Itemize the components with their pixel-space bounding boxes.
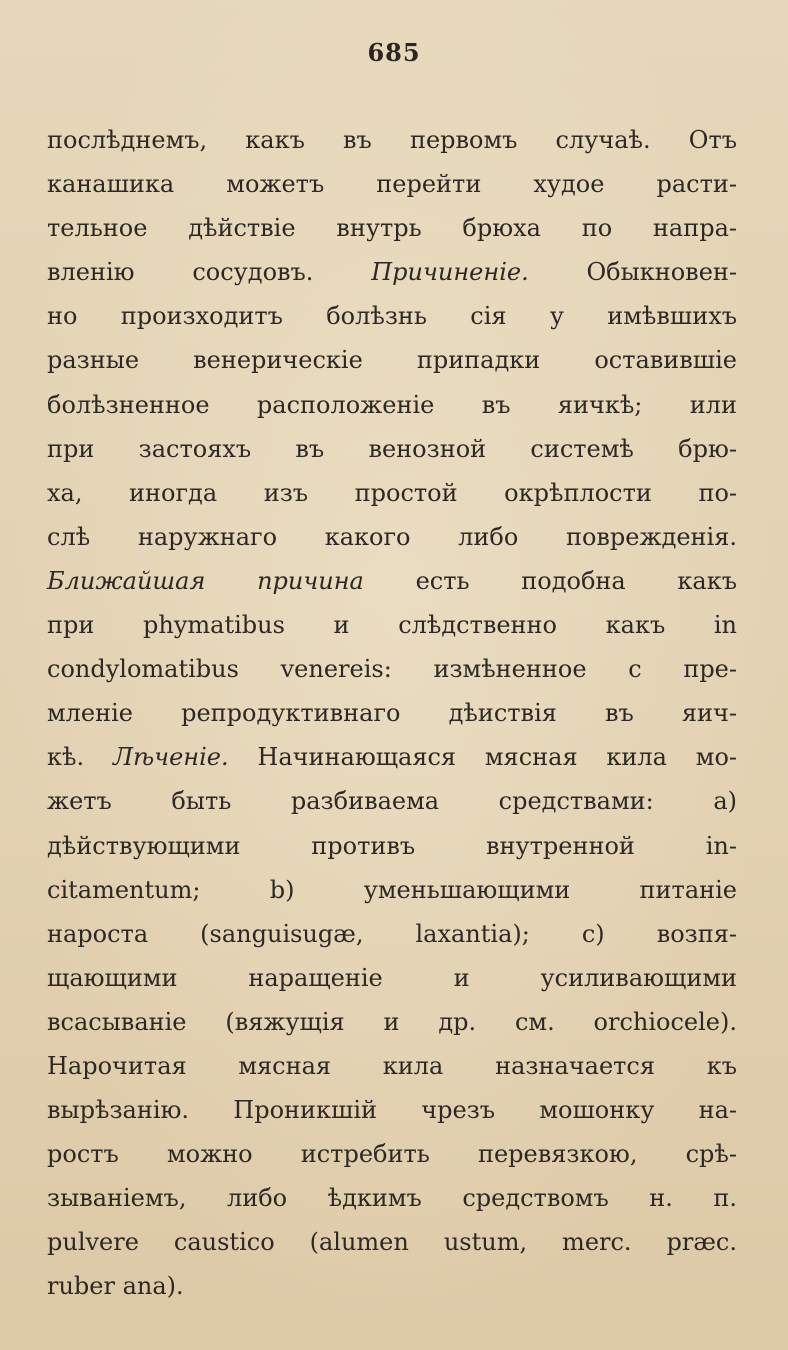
text-line <box>47 824 737 868</box>
text-run: ростъ можно истребить перевязкою, срѣ- <box>47 1140 737 1169</box>
text-line <box>47 1088 737 1132</box>
text-line <box>47 515 737 559</box>
italic-heading: Ближайшая причина <box>47 566 364 595</box>
text-line <box>47 868 737 912</box>
text-run: Нарочитая мясная кила назначается къ <box>47 1051 737 1080</box>
text-run: вырѣзанію. Проникшій чрезъ мошонку на- <box>47 1096 737 1125</box>
text-run: Начинающаяся мясная кила мо- <box>228 743 738 772</box>
text-line <box>47 779 737 823</box>
italic-heading: Причиненіе. <box>371 258 529 287</box>
text-run: condylomatibus venereis: измѣненное с пре- <box>47 655 737 684</box>
text-line <box>47 118 737 162</box>
text-line <box>47 471 737 515</box>
text-run: слѣ наружнаго какого либо поврежденія. <box>47 522 737 551</box>
text-run: ruber ana). <box>47 1272 184 1301</box>
text-run: Обыкновен- <box>528 258 738 287</box>
text-line <box>47 1000 737 1044</box>
text-run: нароста (sanguisugæ, laxantia); c) возпя- <box>47 919 737 948</box>
text-line <box>47 647 737 691</box>
text-run: pulvere caustico (alumen ustum, merc. præc. <box>47 1228 737 1257</box>
text-line <box>47 691 737 735</box>
text-run: ха, иногда изъ простой окрѣплости по- <box>47 478 737 507</box>
page-number: 685 <box>367 38 421 67</box>
body-text <box>47 118 737 1309</box>
text-line <box>47 559 737 603</box>
text-run: зываніемъ, либо ѣдкимъ средствомъ н. п. <box>47 1184 737 1213</box>
text-line <box>47 1044 737 1088</box>
text-run: всасываніе (вяжущія и др. см. orchiocele). <box>47 1007 737 1036</box>
text-line <box>47 1264 737 1308</box>
text-run: дѣйствующими противъ внутренной in- <box>47 831 737 860</box>
text-run: при застояхъ въ венозной системѣ брю- <box>47 434 737 463</box>
text-run: мленіе репродуктивнаго дѣиствія въ яич- <box>47 699 737 728</box>
text-run: но произходитъ болѣзнь сія у имѣвшихъ <box>47 302 737 331</box>
text-line <box>47 206 737 250</box>
text-line <box>47 735 737 779</box>
text-line <box>47 250 737 294</box>
text-line <box>47 383 737 427</box>
text-run: citamentum; b) уменьшающими питаніе <box>47 875 737 904</box>
text-run: кѣ. <box>47 743 113 772</box>
text-line <box>47 1220 737 1264</box>
text-line <box>47 603 737 647</box>
text-run: послѣднемъ, какъ въ первомъ случаѣ. Отъ <box>47 126 737 154</box>
text-line <box>47 162 737 206</box>
text-run: болѣзненное расположеніе въ яичкѣ; или <box>47 390 737 419</box>
text-run: жетъ быть разбиваема средствами: a) <box>47 787 737 816</box>
text-line <box>47 1176 737 1220</box>
text-run: при phymatibus и слѣдственно какъ in <box>47 611 737 640</box>
text-line <box>47 1132 737 1176</box>
text-line <box>47 294 737 338</box>
text-line <box>47 912 737 956</box>
text-run: канашика можетъ перейти худое расти- <box>47 170 737 199</box>
text-line <box>47 338 737 382</box>
text-run: щающими наращеніе и усиливающими <box>47 963 737 992</box>
text-line <box>47 427 737 471</box>
italic-heading: Лѣченіе. <box>112 743 229 772</box>
text-run: тельное дѣйствіе внутрь брюха по напра- <box>47 214 737 243</box>
text-run: вленію сосудовъ. <box>47 258 372 287</box>
text-run: есть подобна какъ <box>363 566 737 595</box>
text-line <box>47 956 737 1000</box>
text-run: разные венерическіе припадки оставившіе <box>47 346 737 375</box>
